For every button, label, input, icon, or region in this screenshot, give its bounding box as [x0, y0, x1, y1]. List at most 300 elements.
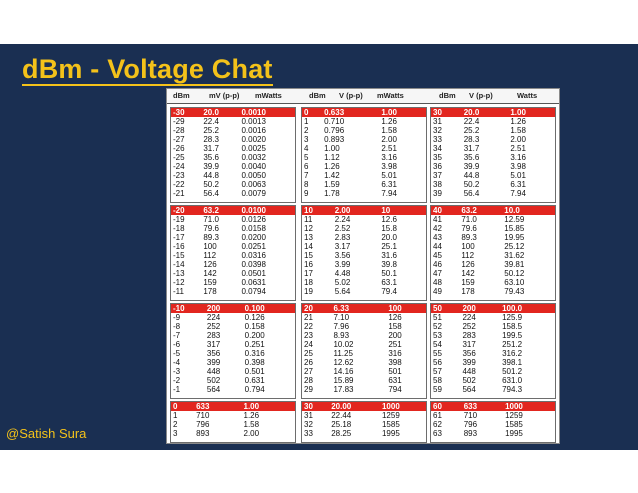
table-cell: 21	[304, 313, 313, 322]
table-section	[170, 205, 296, 301]
table-cell: 317	[462, 340, 476, 349]
table-row	[171, 180, 295, 189]
table-cell: 502	[462, 376, 476, 385]
table-cell: -12	[173, 278, 185, 287]
table-cell: 0.0016	[241, 126, 266, 135]
section-header-cell: 2.00	[333, 206, 380, 215]
table-cell: 25.1	[381, 242, 397, 251]
table-cell: 224	[462, 313, 476, 322]
table-cell: 50.2	[463, 180, 480, 189]
table-row	[171, 171, 295, 180]
section-header-row	[431, 304, 555, 313]
table-row	[171, 269, 295, 278]
table-cell: 14	[304, 242, 313, 251]
table-cell: 178	[461, 287, 475, 296]
table-row	[431, 367, 555, 376]
table-section	[301, 401, 427, 443]
table-cell: 0.0501	[241, 269, 266, 278]
table-row	[302, 287, 426, 296]
table-cell: 79.6	[203, 224, 219, 233]
table-cell: -21	[173, 189, 185, 198]
table-cell: 50.2	[203, 180, 219, 189]
table-cell: 7.94	[510, 189, 526, 198]
table-cell: 11.25	[333, 349, 353, 358]
table-cell: 63	[433, 429, 442, 438]
section-table	[431, 108, 555, 198]
table-row	[302, 367, 426, 376]
table-cell: 39.9	[203, 162, 219, 171]
table-row	[431, 189, 555, 198]
table-section	[170, 401, 296, 443]
table-cell: 22	[304, 322, 313, 331]
section-header-row	[171, 304, 295, 313]
table-row	[302, 269, 426, 278]
table-cell: 41	[433, 215, 442, 224]
header-mwatts: mWatts	[377, 91, 404, 100]
table-row	[431, 376, 555, 385]
table-cell: -4	[173, 358, 181, 367]
table-cell: 1.26	[243, 411, 260, 420]
table-cell: 0.631	[244, 376, 265, 385]
table-cell: 17.83	[333, 385, 354, 394]
table-cell: 79.43	[504, 287, 525, 296]
table-cell: 53	[433, 331, 442, 340]
table-cell: 0.200	[244, 331, 265, 340]
table-cell: 45	[433, 251, 442, 260]
table-cell: 126	[461, 260, 475, 269]
table-row	[302, 349, 426, 358]
table-row	[431, 411, 555, 420]
table-row	[431, 162, 555, 171]
table-row	[302, 215, 426, 224]
section-header-cell: 1000	[380, 402, 426, 411]
table-row	[431, 340, 555, 349]
table-cell: 0.0032	[241, 153, 266, 162]
section-header-cell: 30	[431, 108, 462, 117]
header-dbm: dBm	[439, 91, 456, 100]
table-cell: 710	[196, 411, 210, 420]
table-cell: 12.6	[381, 215, 397, 224]
table-cell: 39	[433, 189, 442, 198]
table-cell: 3.99	[334, 260, 351, 269]
table-cell: 796	[196, 420, 210, 429]
table-row	[302, 358, 426, 367]
table-cell: 1.42	[324, 171, 340, 180]
table-cell: 3.16	[381, 153, 397, 162]
section-header-cell: 10	[379, 206, 426, 215]
section-header-cell: -30	[171, 108, 201, 117]
table-cell: 1	[173, 411, 178, 420]
table-row	[171, 278, 295, 287]
table-row	[302, 224, 426, 233]
table-row	[302, 376, 426, 385]
section-table	[302, 402, 426, 438]
table-row	[302, 144, 426, 153]
section-table	[302, 206, 426, 296]
section-header-cell: 100.0	[500, 304, 555, 313]
section-header-cell: 0	[171, 402, 194, 411]
table-cell: 29	[304, 385, 313, 394]
table-row	[431, 349, 555, 358]
table-cell: 25.12	[504, 242, 525, 251]
table-cell: 0.0013	[241, 117, 266, 126]
table-cell: 100	[461, 242, 475, 251]
table-cell: 25	[304, 349, 313, 358]
table-row	[171, 153, 295, 162]
table-row	[302, 313, 426, 322]
table-row	[431, 126, 555, 135]
table-cell: 631	[388, 376, 402, 385]
table-cell: 7.94	[381, 189, 397, 198]
table-cell: -19	[173, 215, 185, 224]
table-cell: 28.3	[203, 135, 219, 144]
table-cell: 3.98	[510, 162, 526, 171]
table-cell: -23	[173, 171, 185, 180]
table-row	[431, 420, 555, 429]
table-cell: 39.9	[463, 162, 480, 171]
table-cell: 2.24	[334, 215, 351, 224]
table-cell: 32	[304, 420, 313, 429]
section-header-cell: 0	[302, 108, 322, 117]
table-cell: 0.0020	[241, 135, 266, 144]
table-cell: 1995	[381, 429, 400, 438]
table-row	[171, 260, 295, 269]
table-cell: 31	[433, 117, 442, 126]
section-header-cell: 6.33	[331, 304, 386, 313]
table-cell: 39.81	[504, 260, 525, 269]
table-cell: 2.00	[243, 429, 260, 438]
table-row	[431, 117, 555, 126]
table-cell: 0.0050	[241, 171, 266, 180]
table-cell: 18	[304, 278, 313, 287]
table-cell: 10.02	[333, 340, 354, 349]
table-row	[302, 331, 426, 340]
table-cell: 28	[304, 376, 313, 385]
table-cell: 2.00	[510, 135, 526, 144]
table-row	[171, 358, 295, 367]
section-header-cell: 0.0100	[239, 206, 295, 215]
table-cell: 52	[433, 322, 442, 331]
table-cell: 1	[304, 117, 309, 126]
table-cell: -3	[173, 367, 181, 376]
table-section	[430, 107, 556, 203]
table-cell: 19.95	[504, 233, 525, 242]
table-section	[301, 107, 427, 203]
section-header-row	[171, 402, 295, 411]
table-cell: 31	[304, 411, 313, 420]
table-cell: 2.00	[381, 135, 397, 144]
table-cell: 0.126	[244, 313, 265, 322]
table-cell: 1259	[381, 411, 400, 420]
table-cell: 28.25	[331, 429, 352, 438]
table-cell: 27	[304, 367, 313, 376]
section-table	[431, 402, 555, 438]
table-cell: 14.16	[333, 367, 354, 376]
section-header-cell: 200	[205, 304, 243, 313]
table-cell: 283	[462, 331, 476, 340]
table-row	[171, 117, 295, 126]
table-cell: 0.0040	[241, 162, 266, 171]
table-row	[431, 278, 555, 287]
table-row	[171, 420, 295, 429]
table-row	[431, 144, 555, 153]
table-cell: 2.52	[334, 224, 351, 233]
table-row	[302, 242, 426, 251]
table-cell: 5.01	[510, 171, 526, 180]
table-cell: 0.710	[324, 117, 345, 126]
table-cell: 16	[304, 260, 313, 269]
table-cell: 398	[388, 358, 402, 367]
table-cell: 200	[388, 331, 402, 340]
section-header-cell: 10.0	[502, 206, 555, 215]
table-cell: 1995	[505, 429, 523, 438]
table-cell: 32	[433, 126, 442, 135]
table-cell: 251	[388, 340, 402, 349]
table-section	[301, 303, 427, 399]
table-cell: 31.6	[381, 251, 397, 260]
section-header-row	[171, 108, 295, 117]
section-header-cell: 0.633	[322, 108, 379, 117]
table-cell: 37	[433, 171, 442, 180]
table-cell: 19	[304, 287, 313, 296]
table-cell: -17	[173, 233, 185, 242]
table-cell: -27	[173, 135, 185, 144]
table-cell: 39.8	[381, 260, 397, 269]
table-cell: -28	[173, 126, 185, 135]
table-cell: 158	[388, 322, 402, 331]
table-cell: 0.796	[324, 126, 345, 135]
table-cell: 0.0158	[241, 224, 266, 233]
table-row	[171, 224, 295, 233]
table-cell: 13	[304, 233, 313, 242]
table-cell: -26	[173, 144, 185, 153]
table-cell: 33	[304, 429, 313, 438]
table-cell: 38	[433, 180, 442, 189]
section-header-cell: 20.0	[201, 108, 239, 117]
table-cell: 112	[461, 251, 475, 260]
table-row	[302, 429, 426, 438]
table-cell: 564	[462, 385, 476, 394]
table-cell: 1.12	[324, 153, 340, 162]
table-cell: 1.58	[510, 126, 526, 135]
header-dbm: dBm	[173, 91, 190, 100]
table-cell: -16	[173, 242, 185, 251]
section-header-cell: 1.00	[242, 402, 296, 411]
table-row	[171, 126, 295, 135]
section-header-cell: 100	[386, 304, 426, 313]
table-cell: 1.78	[324, 189, 340, 198]
table-cell: 0.0251	[241, 242, 266, 251]
table-cell: 34	[433, 144, 442, 153]
table-cell: 0.158	[244, 322, 265, 331]
table-cell: 1259	[505, 411, 523, 420]
table-cell: 2	[304, 126, 309, 135]
table-cell: 5.64	[334, 287, 351, 296]
table-cell: 159	[461, 278, 475, 287]
table-cell: 56	[433, 358, 442, 367]
table-cell: 12.62	[333, 358, 354, 367]
section-header-cell: 20.00	[329, 402, 380, 411]
table-cell: -11	[173, 287, 184, 296]
section-table	[171, 108, 295, 198]
table-row	[431, 180, 555, 189]
table-cell: 1.26	[324, 162, 340, 171]
table-row	[302, 153, 426, 162]
table-cell: 46	[433, 260, 442, 269]
table-row	[431, 233, 555, 242]
section-header-row	[302, 108, 426, 117]
table-cell: 61	[433, 411, 442, 420]
table-cell: 0.0200	[241, 233, 266, 242]
table-cell: 252	[462, 322, 476, 331]
table-row	[171, 331, 295, 340]
table-row	[171, 215, 295, 224]
section-header-cell: 63.2	[459, 206, 502, 215]
table-cell: 8	[304, 180, 309, 189]
table-cell: 48	[433, 278, 442, 287]
table-cell: 33	[433, 135, 442, 144]
table-row	[431, 215, 555, 224]
table-cell: 5.01	[381, 171, 397, 180]
table-cell: 0.0079	[241, 189, 266, 198]
table-cell: 1.58	[243, 420, 260, 429]
table-row	[431, 269, 555, 278]
table-cell: 1.59	[324, 180, 340, 189]
table-cell: -14	[173, 260, 185, 269]
table-cell: 448	[462, 367, 476, 376]
table-cell: 283	[206, 331, 221, 340]
table-cell: -15	[173, 251, 185, 260]
table-cell: 12.59	[504, 215, 525, 224]
section-header-row	[171, 206, 295, 215]
table-cell: 399	[206, 358, 221, 367]
table-row	[171, 162, 295, 171]
table-cell: 100	[203, 242, 217, 251]
section-header-cell: 50	[431, 304, 460, 313]
section-header-cell: 63.2	[201, 206, 239, 215]
table-cell: 448	[206, 367, 221, 376]
table-cell: 356	[462, 349, 476, 358]
table-cell: 59	[433, 385, 442, 394]
table-section	[430, 303, 556, 399]
table-cell: 43	[433, 233, 442, 242]
section-header-cell: 200	[460, 304, 500, 313]
table-cell: 49	[433, 287, 442, 296]
table-cell: 44.8	[203, 171, 219, 180]
table-cell: 89.3	[461, 233, 477, 242]
slide-title: dBm - Voltage Chat	[22, 54, 273, 84]
table-row	[431, 385, 555, 394]
table-row	[171, 340, 295, 349]
table-row	[171, 429, 295, 438]
table-cell: 20.0	[381, 233, 397, 242]
section-header-cell: 40	[431, 206, 459, 215]
table-cell: 9	[304, 189, 309, 198]
table-cell: 3.16	[510, 153, 526, 162]
table-cell: 4.48	[334, 269, 351, 278]
table-cell: 44.8	[463, 171, 480, 180]
table-cell: 0.794	[244, 385, 265, 394]
table-cell: 251.2	[502, 340, 523, 349]
table-row	[431, 153, 555, 162]
table-cell: 7.96	[333, 322, 350, 331]
section-header-cell: 60	[431, 402, 462, 411]
table-cell: -5	[173, 349, 181, 358]
section-header-cell: 20	[302, 304, 331, 313]
table-cell: 224	[206, 313, 221, 322]
table-cell: 1585	[381, 420, 400, 429]
table-cell: 501	[388, 367, 402, 376]
table-row	[302, 180, 426, 189]
section-header-cell: 633	[194, 402, 241, 411]
table-cell: 22.44	[331, 411, 352, 420]
section-header-cell: 1.00	[508, 108, 555, 117]
table-cell: 79.6	[461, 224, 477, 233]
table-cell: -25	[173, 153, 185, 162]
table-cell: 1.58	[381, 126, 397, 135]
table-cell: 158.5	[502, 322, 523, 331]
section-header-row	[302, 304, 426, 313]
table-row	[302, 278, 426, 287]
table-cell: 22.4	[203, 117, 219, 126]
table-cell: 125.9	[502, 313, 523, 322]
table-cell: 15.85	[504, 224, 525, 233]
table-cell: 15.8	[381, 224, 397, 233]
table-cell: 7	[304, 171, 309, 180]
table-section	[301, 205, 427, 301]
author-credit: @Satish Sura	[6, 426, 87, 441]
table-row	[431, 287, 555, 296]
table-row	[302, 117, 426, 126]
table-cell: 31.7	[203, 144, 219, 153]
table-cell: 794.3	[502, 385, 523, 394]
table-cell: -29	[173, 117, 185, 126]
table-cell: 316.2	[502, 349, 523, 358]
table-cell: 36	[433, 162, 442, 171]
table-row	[171, 376, 295, 385]
table-row	[171, 144, 295, 153]
table-cell: 199.5	[502, 331, 523, 340]
table-row	[302, 233, 426, 242]
table-cell: 8.93	[333, 331, 350, 340]
table-row	[431, 260, 555, 269]
slide	[0, 44, 638, 450]
dbm-voltage-table	[166, 88, 560, 444]
table-cell: 710	[463, 411, 478, 420]
table-row	[171, 251, 295, 260]
table-cell: -18	[173, 224, 185, 233]
table-cell: 44	[433, 242, 442, 251]
table-cell: 316	[388, 349, 402, 358]
table-cell: 23	[304, 331, 313, 340]
table-cell: 35	[433, 153, 442, 162]
table-cell: 71.0	[461, 215, 477, 224]
section-header-cell: 0.100	[243, 304, 295, 313]
table-row	[302, 420, 426, 429]
table-cell: 58	[433, 376, 442, 385]
table-cell: 2	[173, 420, 178, 429]
table-section	[170, 303, 296, 399]
table-cell: 0.0794	[241, 287, 266, 296]
table-row	[431, 242, 555, 251]
section-header-row	[302, 206, 426, 215]
table-cell: 22.4	[463, 117, 480, 126]
table-cell: 7.10	[333, 313, 350, 322]
table-cell: 252	[206, 322, 221, 331]
table-cell: 25.18	[331, 420, 352, 429]
table-cell: 142	[461, 269, 475, 278]
table-cell: 126	[388, 313, 402, 322]
